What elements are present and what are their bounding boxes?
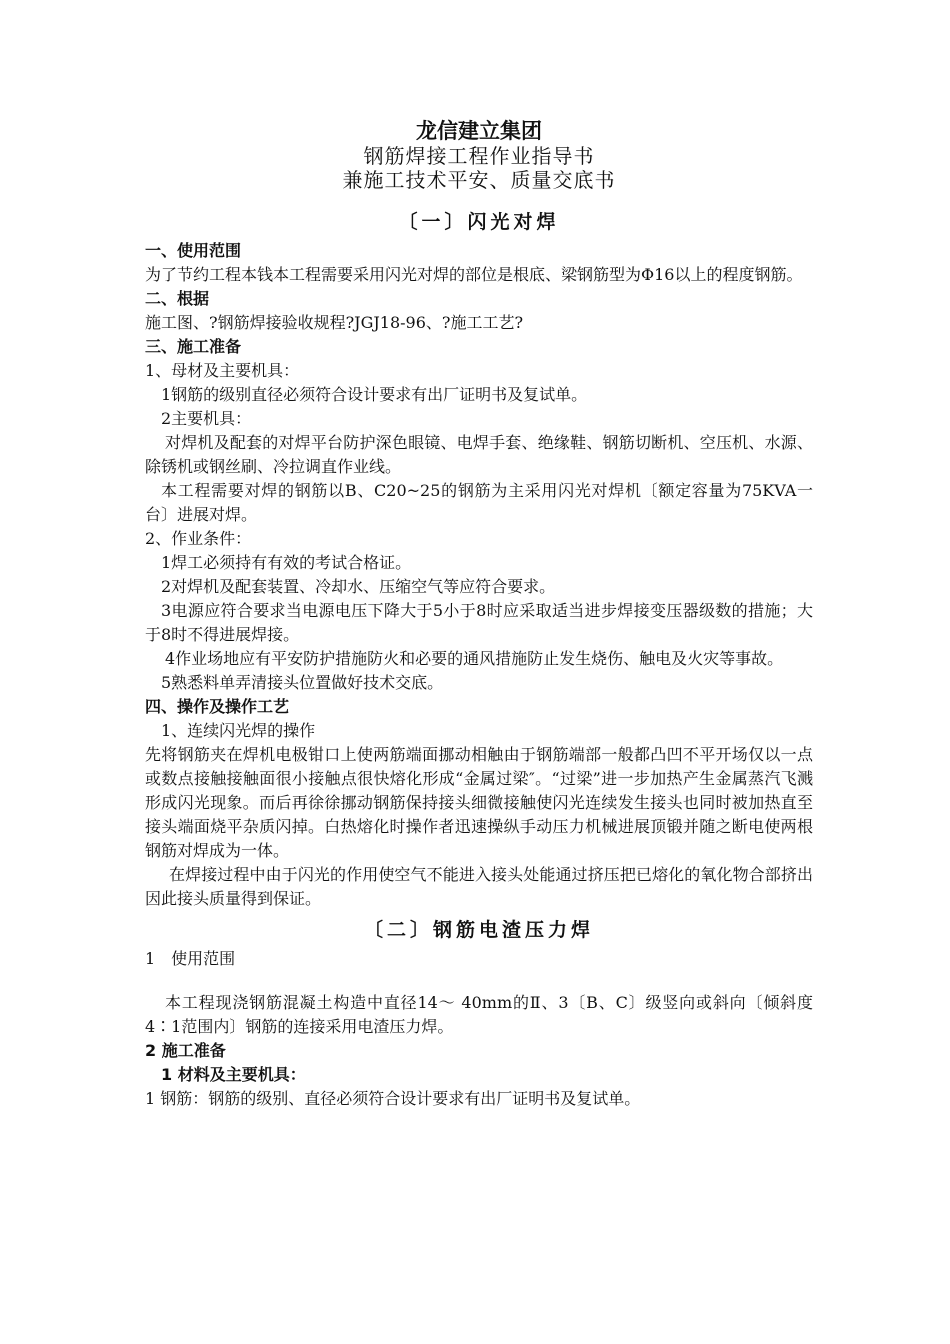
paragraph-electroslag-rebar: 1 钢筋：钢筋的级别、直径必须符合设计要求有出厂证明书及复试单。 [145, 1089, 641, 1108]
heading-operation: 四、操作及操作工艺 [145, 697, 290, 716]
paragraph-main-tools-heading: 2主要机具： [161, 409, 252, 428]
paragraph-condition-4: 4作业场地应有平安防护措施防火和必要的通风措施防止发生烧伤、触电及火灾等事故。 [165, 649, 784, 668]
paragraph-basis: 施工图、?钢筋焊接验收规程?JGJ18-96、?施工工艺? [145, 313, 524, 332]
paragraph-continuous-flash-heading: 1、连续闪光焊的操作 [161, 721, 316, 740]
paragraph-welding-machine: 本工程需要对焊的钢筋以B、C20~25的钢筋为主采用闪光对焊机〔额定容量为75KVA一台〕进展对焊。 [145, 481, 813, 524]
paragraph-continuous-flash: 先将钢筋夹在焊机电极钳口上使两筋端面挪动相触由于钢筋端部一般都凸凹不平开场仅以一点或数点接触接触面很小接触点很快熔化形成“金属过梁″。“过梁”进一步加热产生金属蒸汽飞溅形成闪光现象。而后再徐徐挪动钢筋保持接头细微接触使闪光连续发生接头也同时被加热直至接头端面烧平杂质闪掉。白热熔化时操作者迅速操纵手动压力机械进展顶锻并随之断电使两根钢筋对焊成为一体。 [145, 745, 813, 860]
paragraph-condition-1: 1焊工必须持有有效的考试合格证。 [161, 553, 412, 572]
heading-electroslag-preparation: 2 施工准备 [145, 1041, 226, 1060]
company-name: 龙信建立集团 [416, 119, 542, 143]
heading-scope: 一、使用范围 [145, 241, 242, 260]
paragraph-condition-5: 5熟悉料单弄清接头位置做好技术交底。 [161, 673, 444, 692]
paragraph-condition-2: 2对焊机及配套装置、冷却水、压缩空气等应符合要求。 [161, 577, 556, 596]
paragraph-scope: 为了节约工程本钱本工程需要采用闪光对焊的部位是根底、梁钢筋型为Φ16以上的程度钢筋。 [145, 265, 803, 284]
heading-electroslag-materials: 1 材料及主要机具： [161, 1065, 306, 1084]
paragraph-materials-heading: 1、母材及主要机具： [145, 361, 300, 380]
paragraph-main-tools: 对焊机及配套的对焊平台防护深色眼镜、电焊手套、绝缘鞋、钢筋切断机、空压机、水源、除锈机或钢丝刷、冷拉调直作业线。 [145, 433, 813, 476]
heading-preparation: 三、施工准备 [145, 337, 242, 356]
paragraph-joint-quality: 在焊接过程中由于闪光的作用使空气不能进入接头处能通过挤压把已熔化的氧化物合部挤出因此接头质量得到保证。 [145, 865, 813, 908]
paragraph-rebar-grade: 1钢筋的级别直径必须符合设计要求有出厂证明书及复试单。 [161, 385, 588, 404]
section-electroslag-title: 〔二〕钢筋电渣压力焊 [363, 919, 594, 941]
heading-basis: 二、根据 [145, 289, 210, 308]
paragraph-electroslag-scope: 本工程现浇钢筋混凝土构造中直径14～ 40mm的Ⅱ、3〔B、C〕级竖向或斜向〔倾斜度4∶1范围内〕钢筋的连接采用电渣压力焊。 [145, 993, 813, 1036]
document-subtitle: 兼施工技术平安、质量交底书 [342, 168, 616, 192]
document-body [145, 118, 813, 1111]
section-flash-butt-welding-title: 〔一〕闪光对焊 [398, 211, 560, 233]
heading-electroslag-scope: 1 使用范围 [145, 949, 236, 968]
paragraph-conditions-heading: 2、作业条件： [145, 529, 252, 548]
paragraph-condition-3: 3电源应符合要求当电源电压下降大于5小于8时应采取适当进步焊接变压器级数的措施；大于8时不得进展焊接。 [145, 601, 813, 644]
document-title: 钢筋焊接工程作业指导书 [363, 144, 595, 168]
